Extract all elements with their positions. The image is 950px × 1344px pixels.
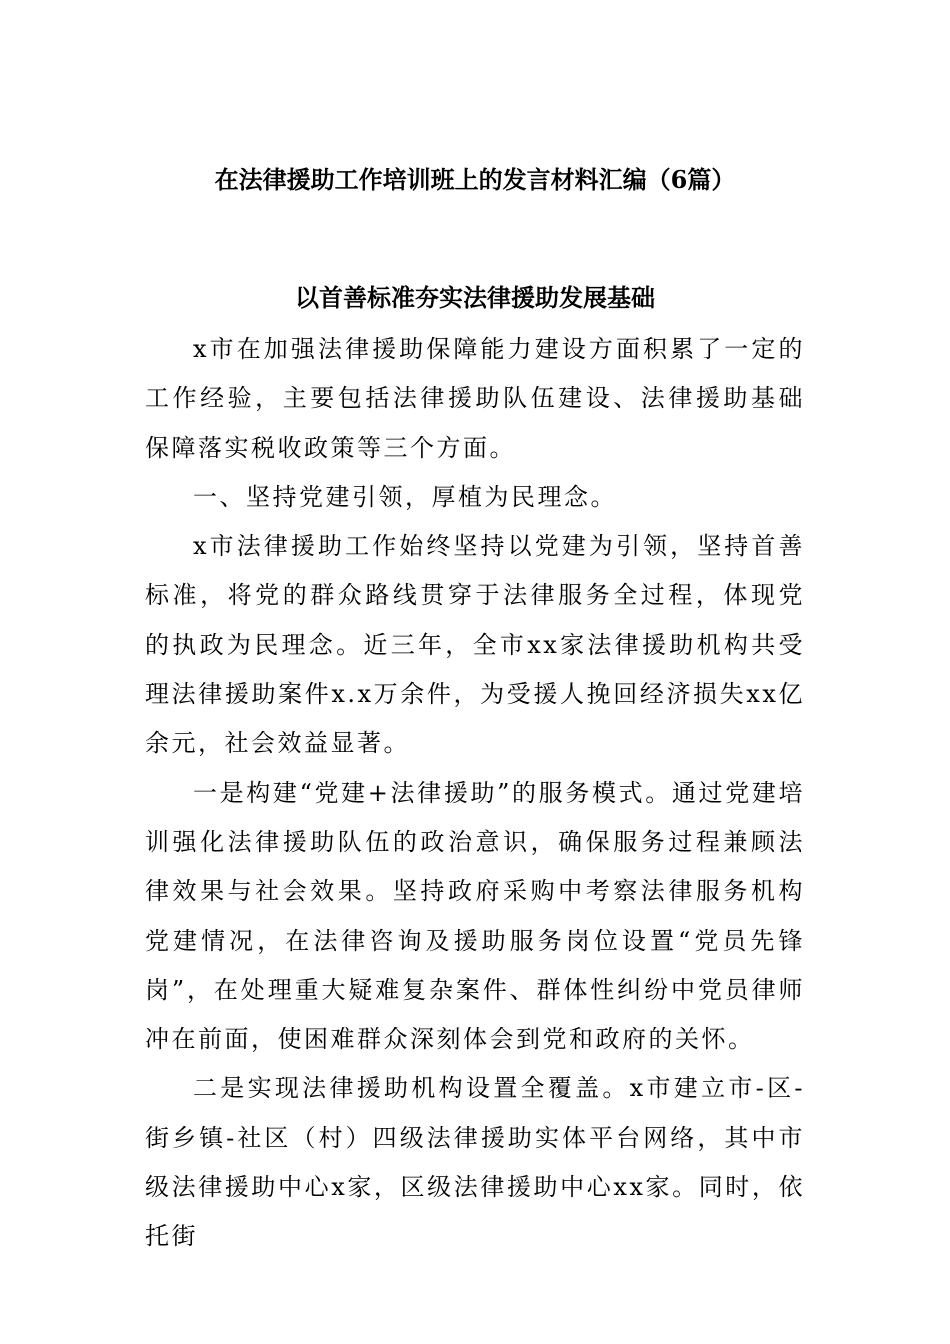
- document-body: [145, 325, 805, 1262]
- paragraph-party-leadership: x市法律援助工作始终坚持以党建为引领，坚持首善标准，将党的群众路线贯穿于法律服务全过程，体现党的执政为民理念。近三年，全市xx家法律援助机构共受理法律援助案件x.x万余件，为受援人挽回经济损失xx亿余元，社会效益显著。: [145, 532, 805, 758]
- paragraph-service-model: 一是构建“党建+法律援助”的服务模式。通过党建培训强化法律援助队伍的政治意识，确保服务过程兼顾法律效果与社会效果。坚持政府采购中考察法律服务机构党建情况，在法律咨询及援助服务岗位设置“党员先锋岗”，在处理重大疑难复杂案件、群体性纠纷中党员律师冲在前面，使困难群众深刻体会到党和政府的关怀。: [145, 778, 805, 1054]
- paragraph-full-coverage: 二是实现法律援助机构设置全覆盖。x市建立市-区-街乡镇-社区（村）四级法律援助实体平台网络，其中市级法律援助中心x家，区级法律援助中心xx家。同时，依托街: [145, 1074, 805, 1251]
- document-title: 在法律援助工作培训班上的发言材料汇编（6篇）: [214, 165, 736, 194]
- paragraph-heading-one: 一、坚持党建引领，厚植为民理念。: [193, 482, 617, 511]
- section-title: 以首善标准夯实法律援助发展基础: [295, 283, 655, 312]
- paragraph-intro: x市在加强法律援助保障能力建设方面积累了一定的工作经验，主要包括法律援助队伍建设、法律援助基础保障落实税收政策等三个方面。: [145, 335, 805, 462]
